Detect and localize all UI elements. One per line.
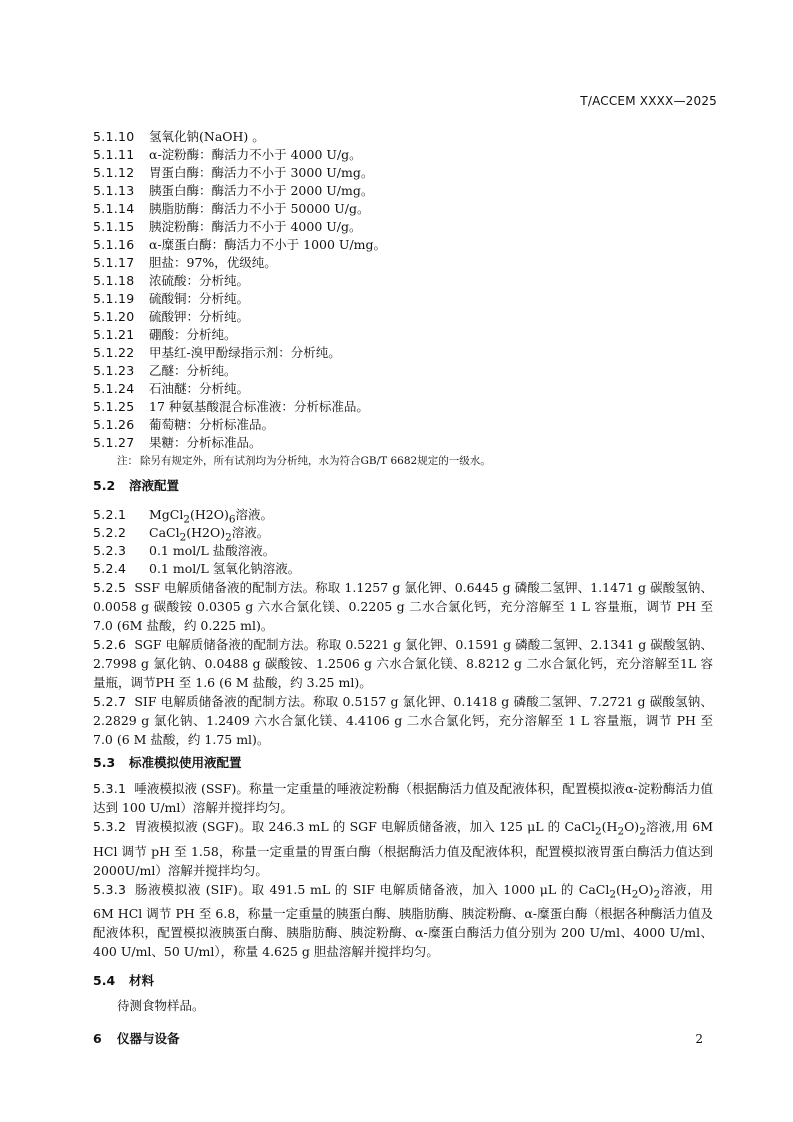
reagent-text: 乙醚：分析纯。 <box>149 363 237 378</box>
section-title: 溶液配置 <box>129 478 180 493</box>
solution-item-5-2-7: 5.2.7 SIF 电解质储备液的配制方法。称取 0.5157 g 氯化钾、0.1418 g 磷酸二氢钾、7.2721 g 碳酸氢钠、2.2829 g 氯化钠、1.2409 六水合氯化镁、4.4106 g 二水合氯化钙，充分溶解至 1 L 容量瓶，调节 PH 至 7.0 (6 M 盐酸，约 1.75 ml)。 <box>93 694 713 747</box>
simulated-fluid-5-3-2: 5.3.2 胃液模拟液 (SGF)。取 246.3 mL 的 SGF 电解质储备液，加入 125 μL 的 $CaCl_2(H_2O)_2$溶液,用 6M HCl 调节 pH 至 1.58，称量一定重量的胃蛋白酶（根据酶活力值及配液体积，配置模拟液胃蛋白酶活力值达到 2000U/ml）溶解并搅拌均匀。 <box>93 819 714 878</box>
reagent-text: 胰淀粉酶：酶活力不小于 4000 U/g。 <box>149 219 362 234</box>
reagent-text: 硫酸钾：分析纯。 <box>149 309 250 324</box>
solution-item-5-2-1: 5.2.1 $MgCl_2(H2O)_6$溶液。 <box>93 507 273 526</box>
reagent-text: 果糖：分析标准品。 <box>149 435 262 450</box>
solution-item-5-2-2: 5.2.2 $CaCl_2(H2O)_2$溶液。 <box>93 525 270 544</box>
reagent-text: 浓硫酸：分析纯。 <box>149 273 250 288</box>
section-5-3-heading <box>93 753 713 773</box>
simulated-fluid-5-3-1: 5.3.1 唾液模拟液 (SSF)。称量一定重量的唾液淀粉酶（根据酶活力值及配液体积，配置模拟液α-淀粉酶活力值达到 100 U/ml）溶解并搅拌均匀。 <box>93 781 713 815</box>
reagent-text: 葡萄糖：分析标准品。 <box>149 417 275 432</box>
section-title: 标准模拟使用液配置 <box>129 755 242 770</box>
solution-item-5-2-4: 5.2.4 0.1 mol/L 氢氧化钠溶液。 <box>93 561 301 576</box>
solution-item-5-2-5: 5.2.5 SSF 电解质储备液的配制方法。称取 1.1257 g 氯化钾、0.6445 g 磷酸二氢钾、1.1471 g 碳酸氢钠、0.0058 g 碳酸铵 0.0305 g 六水合氯化镁、0.2205 g 二水合氯化钙，充分溶解至 1 L 容量瓶，调节 PH 至 7.0 (6M 盐酸，约 0.225 ml)。 <box>93 580 713 633</box>
simulated-fluid-5-3-3: 5.3.3 肠液模拟液 (SIF)。取 491.5 mL 的 SIF 电解质储备液，加入 1000 μL 的 $CaCl_2(H_2O)_2$溶液，用 6M HCl 调节 PH 至 6.8，称量一定重量的胰蛋白酶、胰脂肪酶、胰淀粉酶、α-糜蛋白酶（根据各种酶活力值及配液体积，配置模拟液胰蛋白酶、胰脂肪酶、胰淀粉酶、α-糜蛋白酶活力值分别为 200 U/ml、4000 U/ml、400 U/ml、50 U/ml），称量 4.625 g 胆盐溶解并搅拌均匀。 <box>93 881 713 959</box>
reagent-number: 5.1.17 <box>93 255 135 270</box>
reagent-number: 5.1.10 <box>93 129 135 144</box>
page-number: 2 <box>695 1032 703 1046</box>
reagent-item <box>93 254 713 272</box>
solution-item-5-2-3: 5.2.3 0.1 mol/L 盐酸溶液。 <box>93 543 276 558</box>
reagent-text: α-淀粉酶：酶活力不小于 4000 U/g。 <box>149 147 362 162</box>
document-code: T/ACCEM XXXX—2025 <box>580 94 717 108</box>
reagent-item <box>93 344 713 362</box>
section-number: 5.4 <box>93 973 116 988</box>
reagent-text: 胰脂肪酶：酶活力不小于 50000 U/g。 <box>149 201 370 216</box>
reagent-item <box>93 182 713 200</box>
reagent-text: 硼酸：分析纯。 <box>149 327 237 342</box>
reagent-number: 5.1.22 <box>93 345 135 360</box>
reagent-item <box>93 236 713 254</box>
section-number: 5.2 <box>93 478 116 493</box>
section-number: 5.3 <box>93 755 116 770</box>
section-5-4-heading <box>93 971 713 991</box>
reagent-item <box>93 200 713 218</box>
reagent-item <box>93 290 713 308</box>
reagent-item <box>93 272 713 290</box>
reagent-list <box>93 128 713 452</box>
reagent-number: 5.1.12 <box>93 165 135 180</box>
section-title: 材料 <box>129 973 155 988</box>
document-body <box>93 128 713 1049</box>
reagent-number: 5.1.20 <box>93 309 135 324</box>
reagent-text: 石油醚：分析纯。 <box>149 381 250 396</box>
reagent-text: 胆盐：97%，优级纯。 <box>149 255 277 270</box>
reagent-number: 5.1.18 <box>93 273 135 288</box>
reagent-text: 甲基红-溴甲酚绿指示剂：分析纯。 <box>149 345 341 360</box>
reagent-text: 硫酸铜：分析纯。 <box>149 291 250 306</box>
reagent-item <box>93 398 713 416</box>
materials-text: 待测食物样品。 <box>117 998 205 1013</box>
reagent-number: 5.1.19 <box>93 291 135 306</box>
section-5-2-heading <box>93 476 713 496</box>
reagent-number: 5.1.21 <box>93 327 135 342</box>
reagent-text: 氢氧化钠(NaOH) 。 <box>149 129 265 144</box>
reagent-item <box>93 416 713 434</box>
reagent-text: α-糜蛋白酶：酶活力不小于 1000 U/mg。 <box>149 237 387 252</box>
reagent-number: 5.1.25 <box>93 399 135 414</box>
section-number: 6 <box>93 1031 102 1046</box>
note-text: 除另有规定外，所有试剂均为分析纯，水为符合GB/T 6682规定的一级水。 <box>140 455 491 467</box>
reagent-number: 5.1.15 <box>93 219 135 234</box>
reagent-note <box>93 452 713 470</box>
reagent-number: 5.1.14 <box>93 201 135 216</box>
reagent-text: 17 种氨基酸混合标准液：分析标准品。 <box>149 399 369 414</box>
reagent-number: 5.1.16 <box>93 237 135 252</box>
reagent-text: 胃蛋白酶：酶活力不小于 3000 U/mg。 <box>149 165 374 180</box>
reagent-item <box>93 164 713 182</box>
reagent-text: 胰蛋白酶：酶活力不小于 2000 U/mg。 <box>149 183 374 198</box>
reagent-number: 5.1.27 <box>93 435 135 450</box>
reagent-number: 5.1.26 <box>93 417 135 432</box>
section-title: 仪器与设备 <box>117 1031 180 1046</box>
reagent-item <box>93 380 713 398</box>
note-label: 注： <box>117 455 138 467</box>
reagent-item <box>93 128 713 146</box>
reagent-item <box>93 326 713 344</box>
solution-item-5-2-6: 5.2.6 SGF 电解质储备液的配制方法。称取 0.5221 g 氯化钾、0.1591 g 磷酸二氢钾、2.1341 g 碳酸氢钠、2.7998 g 氯化钠、0.0488 g 碳酸铵、1.2506 g 六水合氯化镁、8.8212 g 二水合氯化钙，充分溶解至1L 容量瓶，调节PH 至 1.6 (6 M 盐酸，约 3.25 ml)。 <box>93 637 713 690</box>
section-6-heading <box>93 1029 713 1049</box>
reagent-item <box>93 362 713 380</box>
reagent-number: 5.1.13 <box>93 183 135 198</box>
reagent-number: 5.1.23 <box>93 363 135 378</box>
reagent-item <box>93 146 713 164</box>
reagent-item <box>93 434 713 452</box>
reagent-item <box>93 218 713 236</box>
reagent-number: 5.1.24 <box>93 381 135 396</box>
reagent-item <box>93 308 713 326</box>
reagent-number: 5.1.11 <box>93 147 135 162</box>
